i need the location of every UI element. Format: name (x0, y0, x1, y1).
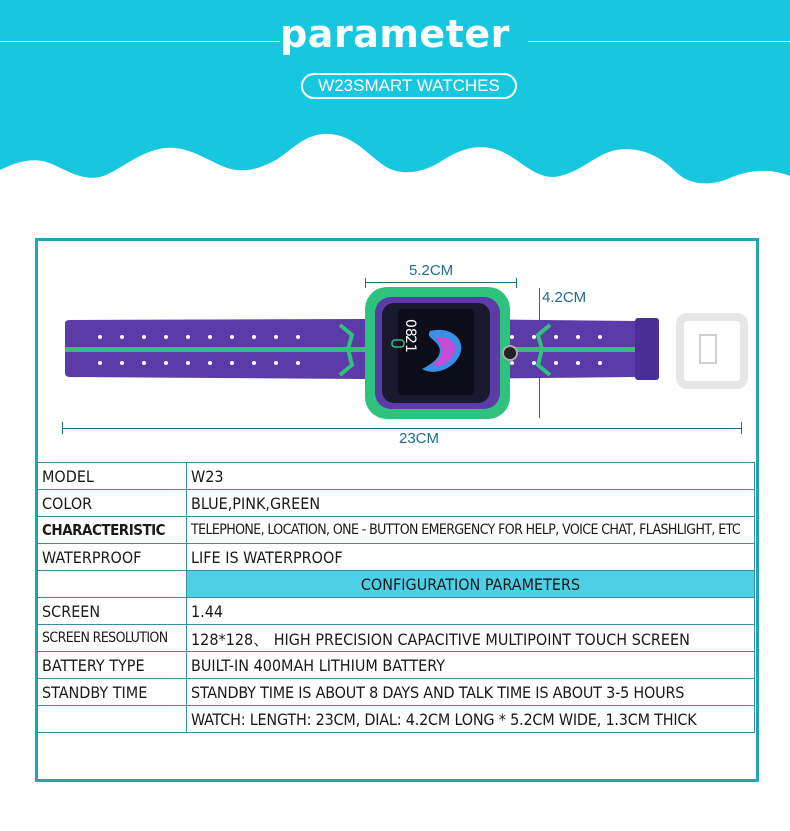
length-label: 23CM (399, 430, 440, 447)
header-banner (0, 0, 790, 200)
width-label: 5.2CM (409, 262, 454, 279)
spec-label: COLOR (38, 490, 187, 517)
table-row (38, 652, 755, 679)
spec-value: W23 (187, 463, 755, 490)
spec-value: BUILT-IN 400MAH LITHIUM BATTERY (187, 652, 755, 679)
svg-text:21: 21 (402, 335, 418, 353)
spec-label (38, 706, 187, 733)
spec-label: SCREEN (38, 598, 187, 625)
config-header-row (38, 571, 755, 598)
table-row (38, 517, 755, 544)
spec-value: TELEPHONE, LOCATION, ONE - BUTTON EMERGENCY FOR HELP, VOICE CHAT, FLASHLIGHT, ETC (187, 517, 755, 544)
smartwatch-illustration (60, 285, 750, 425)
width-dimension-line (365, 282, 517, 283)
title-rule-right (528, 41, 790, 42)
spec-label: STANDBY TIME (38, 679, 187, 706)
svg-text:08: 08 (402, 319, 418, 337)
spec-value: LIFE IS WATERPROOF (187, 544, 755, 571)
subtitle-badge: W23SMART WATCHES (301, 73, 517, 99)
config-header: CONFIGURATION PARAMETERS (187, 571, 755, 598)
height-label: 4.2CM (542, 289, 587, 306)
spec-label: WATERPROOF (38, 544, 187, 571)
spec-label: MODEL (38, 463, 187, 490)
page-title: parameter (280, 12, 510, 56)
config-header-empty-cell (38, 571, 187, 598)
table-row (38, 625, 755, 652)
spec-label: BATTERY TYPE (38, 652, 187, 679)
table-row (38, 706, 755, 733)
table-row (38, 544, 755, 571)
spec-label: SCREEN RESOLUTION (38, 625, 187, 652)
table-row (38, 490, 755, 517)
table-row (38, 679, 755, 706)
spec-value: STANDBY TIME IS ABOUT 8 DAYS AND TALK TIME IS ABOUT 3-5 HOURS (187, 679, 755, 706)
spec-value: BLUE,PINK,GREEN (187, 490, 755, 517)
spec-label: CHARACTERISTIC (38, 517, 187, 544)
spec-value: 1.44 (187, 598, 755, 625)
spec-value: WATCH: LENGTH: 23CM, DIAL: 4.2CM LONG * 5.2CM WIDE, 1.3CM THICK (187, 706, 755, 733)
spec-table (37, 462, 755, 733)
table-row (38, 463, 755, 490)
spec-value: 128*128、 HIGH PRECISION CAPACITIVE MULTIPOINT TOUCH SCREEN (187, 625, 755, 652)
length-dimension-line (62, 428, 742, 429)
table-row (38, 598, 755, 625)
